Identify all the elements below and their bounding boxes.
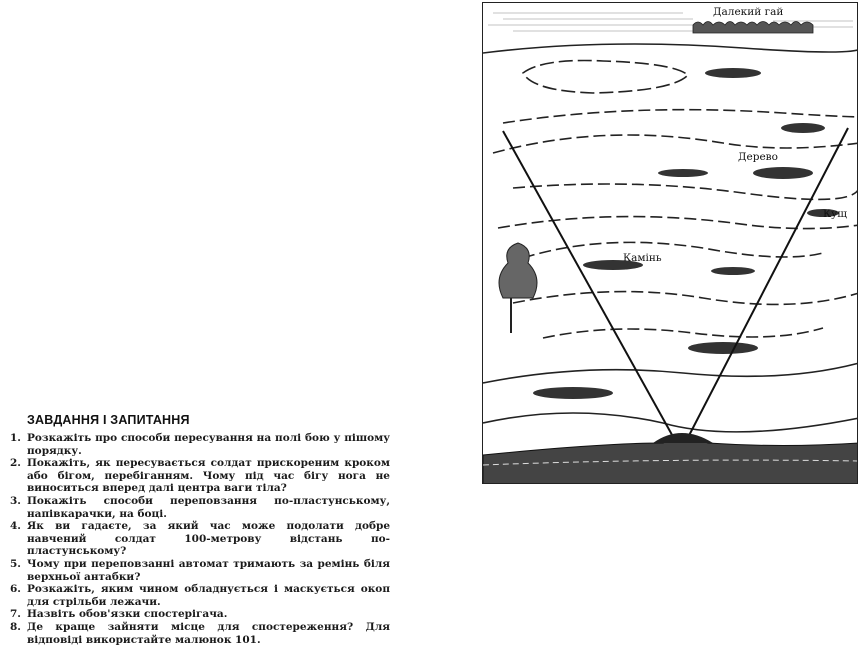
question-number: 4. <box>10 520 21 533</box>
question-number: 3. <box>10 494 21 507</box>
question-text: Назвіть обов'язки спостерігача. <box>27 608 228 621</box>
question-number: 1. <box>10 432 21 444</box>
questions-section <box>10 413 390 646</box>
question-number: 8. <box>10 620 21 633</box>
question-number: 6. <box>10 583 21 596</box>
question-item <box>10 608 390 621</box>
tree-icon <box>499 243 537 333</box>
observation-landscape-figure <box>482 2 858 484</box>
question-item <box>10 558 390 583</box>
question-text: Чому при переповзанні автомат тримають за ремінь біля верхньої антабки? <box>27 557 390 583</box>
question-text: Покажіть, як пересувається солдат прискореним кроком або бігом, перебіганням. Чому під час бігу нога не виноситься вперед далі центра ваги тіла? <box>27 457 390 495</box>
question-item <box>10 457 390 495</box>
question-number: 2. <box>10 457 21 470</box>
question-number: 5. <box>10 557 21 570</box>
label-far-grove: Далекий гай <box>713 6 784 18</box>
landscape-drawing <box>483 3 858 484</box>
question-text: Розкажіть про способи пересування на полі бою у пішому порядку. <box>27 432 390 457</box>
question-item <box>10 432 390 457</box>
terrain-lines <box>483 43 858 432</box>
label-stone: Камінь <box>623 252 662 264</box>
question-item <box>10 520 390 558</box>
question-item <box>10 583 390 608</box>
questions-title: ЗАВДАННЯ І ЗАПИТАННЯ <box>27 413 190 427</box>
question-text: Як ви гадаєте, за який час може подолати добре навчений солдат 100-метрову відстань по-пластунському? <box>27 520 390 558</box>
label-tree: Дерево <box>738 151 778 163</box>
label-bush: Кущ <box>823 208 848 220</box>
question-item <box>10 495 390 520</box>
question-text: Де краще зайняти місце для спостереження? Для відповіді використайте малюнок 101. <box>27 620 390 646</box>
far-grove-treeline <box>693 22 813 34</box>
questions-list <box>10 432 390 646</box>
observer-trench <box>483 433 858 484</box>
question-item <box>10 621 390 646</box>
question-text: Розкажіть, яким чином обладнується і маскується окоп для стрільби лежачи. <box>27 583 390 608</box>
question-text: Покажіть способи переповзання по-пластунському, напівкарачки, на боці. <box>27 494 390 520</box>
question-number: 7. <box>10 608 21 621</box>
